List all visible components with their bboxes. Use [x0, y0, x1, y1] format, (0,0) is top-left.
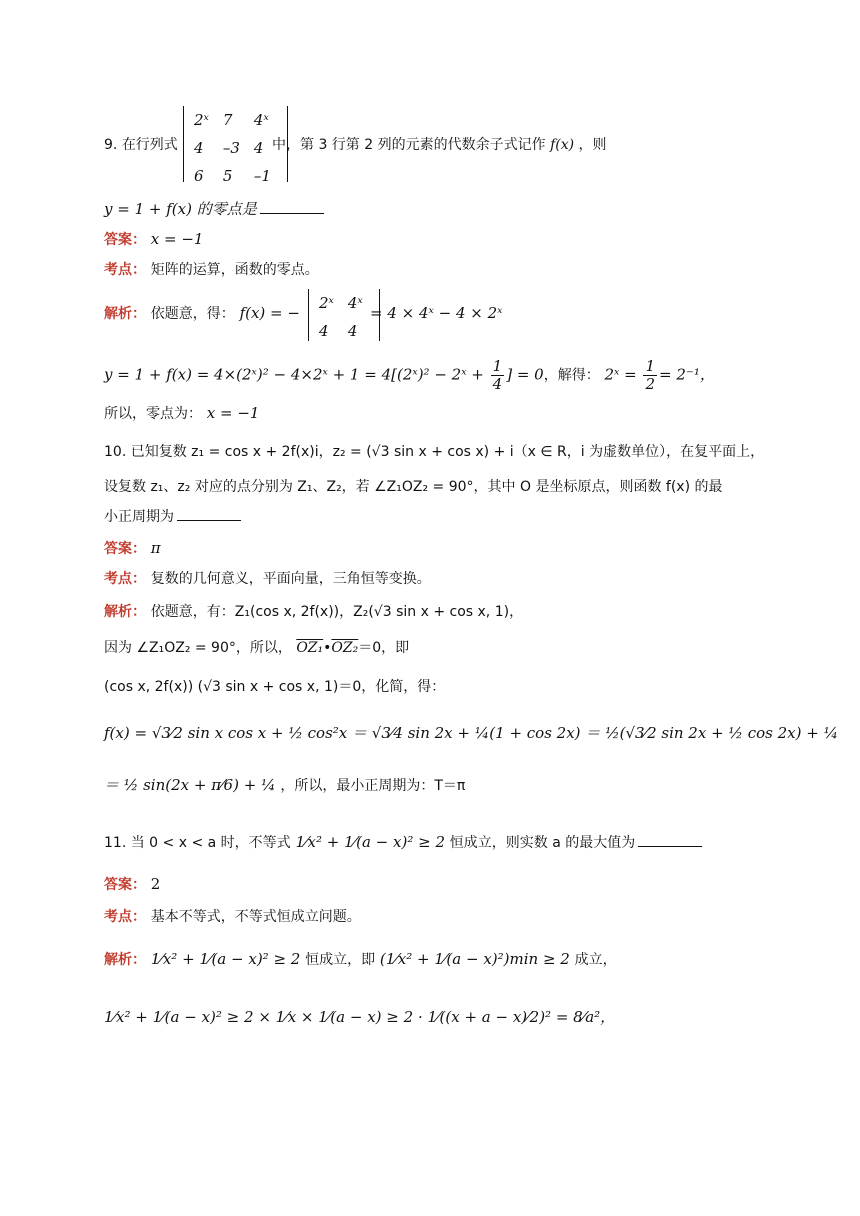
- det-cell: 4ˣ: [347, 294, 363, 312]
- jiexi-label: 解析：: [104, 952, 146, 968]
- answer-value: 2: [150, 875, 161, 893]
- jiexi-text: ，所以，最小正周期为：T＝π: [280, 778, 466, 794]
- q10-answer: [104, 537, 161, 560]
- jiexi-math: (1⁄x² + 1⁄(a − x)²)min ≥ 2: [379, 950, 570, 968]
- q9-line2: [104, 198, 324, 220]
- q10-jiexi3: (cos x, 2f(x)) (√3 sin x + cos x, 1)＝0，化简，得：: [104, 679, 446, 695]
- jiexi-math: 2ˣ =: [604, 365, 637, 384]
- q9-question-line2: y = 1 + f(x) 的零点是: [104, 200, 257, 218]
- q11-tail: 恒成立，则实数 a 的最大值为: [449, 835, 636, 851]
- jiexi-math: f(x) = −: [239, 304, 300, 322]
- det-cell: 4ˣ: [253, 111, 269, 129]
- jiexi-math: = 2⁻¹，: [659, 365, 715, 384]
- jiexi-text: 依题意，有：Z₁(cos x, 2f(x))，Z₂(√3 sin x + cos x, 1)，: [150, 604, 524, 620]
- jiexi-text: 所以，零点为：: [104, 406, 202, 422]
- fraction: [491, 358, 505, 393]
- kaodian-text: 复数的几何意义，平面向量，三角恒等变换。: [150, 571, 431, 587]
- q9-fx: f(x): [550, 137, 575, 153]
- jiexi-text: ，解得：: [543, 367, 600, 384]
- det-cell: –3: [222, 139, 240, 157]
- q10-kaodian: [104, 567, 431, 590]
- q9-answer: [104, 228, 203, 251]
- answer-blank: [260, 199, 324, 214]
- q11-line1: [104, 831, 702, 854]
- q10-line2: 设复数 z₁、z₂ 对应的点分别为 Z₁、Z₂，若 ∠Z₁OZ₂ = 90°，其中 O 是坐标原点，则函数 f(x) 的最: [104, 479, 723, 495]
- det-cell: 4: [253, 139, 264, 157]
- q9-jiexi1-post: = 4 × 4ˣ − 4 × 2ˣ: [370, 304, 503, 322]
- numerator: 1: [645, 357, 656, 375]
- q9-intro: 在行列式: [121, 137, 178, 153]
- q11-inequality: 1⁄x² + 1⁄(a − x)² ≥ 2: [295, 833, 445, 851]
- jiexi-math: 1⁄x² + 1⁄(a − x)² ≥ 2: [150, 950, 301, 968]
- denominator: 2: [645, 375, 656, 393]
- jiexi-math: y = 1 + f(x) = 4×(2ˣ)² − 4×2ˣ + 1 = 4[(2ˣ)² − 2ˣ +: [104, 365, 484, 384]
- q11-intro: 11. 当 0 < x < a 时，不等式: [104, 835, 291, 851]
- jiexi-math: x = −1: [206, 404, 260, 422]
- q10-jiexi2: [104, 637, 409, 659]
- q9-tail: 中，第 3 行第 2 列的元素的代数余子式记作: [272, 137, 546, 153]
- jiexi-label: 解析：: [104, 604, 146, 620]
- det-cell: 4: [194, 139, 204, 157]
- kaodian-text: 矩阵的运算，函数的零点。: [150, 262, 319, 278]
- q9-line1: [104, 134, 178, 156]
- det-cell: –1: [253, 167, 271, 185]
- q10-line3: [104, 506, 241, 528]
- answer-label: 答案：: [104, 541, 146, 557]
- q11-jiexi2: 1⁄x² + 1⁄(a − x)² ≥ 2 × 1⁄x × 1⁄(a − x) ≥ 2 · 1⁄((x + a − x)⁄2)² = 8⁄a²，: [104, 1008, 616, 1026]
- det-cell: 7: [222, 111, 233, 129]
- jiexi-math: ] = 0: [506, 365, 544, 384]
- jiexi-text: 因为 ∠Z₁OZ₂ = 90°，所以，: [104, 640, 292, 656]
- answer-value: π: [150, 539, 161, 557]
- answer-blank: [638, 832, 702, 847]
- jiexi-text: ＝0，即: [358, 640, 410, 656]
- q9-tail2: ，则: [578, 137, 607, 153]
- fraction: [643, 358, 657, 393]
- kaodian-text: 基本不等式，不等式恒成立问题。: [150, 909, 361, 925]
- q10-jiexi5: [104, 774, 465, 797]
- q9-kaodian: [104, 258, 319, 281]
- jiexi-text: 成立，: [574, 952, 617, 968]
- jiexi-text: 依题意，得：: [150, 306, 235, 322]
- q10-question-line3: 小正周期为: [104, 509, 174, 525]
- det-cell: 2ˣ: [194, 111, 209, 129]
- q11-jiexi1: [104, 948, 617, 971]
- det-cell: 6: [194, 167, 204, 185]
- vector-oz1: OZ₁: [296, 640, 324, 656]
- answer-blank: [177, 506, 241, 521]
- q9-jiexi2: [104, 358, 715, 393]
- vector-oz2: OZ₂: [331, 640, 359, 656]
- det-cell: 4: [347, 322, 358, 340]
- q11-kaodian: [104, 905, 361, 928]
- jiexi-label: 解析：: [104, 306, 146, 322]
- q9-jiexi3: [104, 402, 259, 425]
- q9-jiexi1: [104, 302, 300, 325]
- q10-jiexi1: [104, 600, 523, 623]
- answer-label: 答案：: [104, 877, 146, 893]
- det-cell: 2ˣ: [319, 294, 334, 312]
- q11-answer: [104, 873, 160, 896]
- q9-det2: [308, 289, 380, 341]
- jiexi-math: ＝ ½ sin(2x + π⁄6) + ¼: [104, 776, 276, 794]
- kaodian-label: 考点：: [104, 571, 146, 587]
- det-cell: 5: [222, 167, 233, 185]
- q10-line1: 10. 已知复数 z₁ = cos x + 2f(x)i，z₂ = (√3 sin x + cos x) + i（x ∈ R，i 为虚数单位），在复平面上，: [104, 444, 765, 460]
- det-cell: 4: [319, 322, 329, 340]
- dot-operator: •: [323, 640, 332, 656]
- question-number: 9.: [104, 137, 118, 153]
- answer-label: 答案：: [104, 232, 146, 248]
- kaodian-label: 考点：: [104, 262, 146, 278]
- jiexi-text: 恒成立，即: [305, 952, 376, 968]
- q10-jiexi4: f(x) = √3⁄2 sin x cos x + ½ cos²x ＝ √3⁄4 sin 2x + ¼(1 + cos 2x) ＝ ½(√3⁄2 sin 2x + ½ cos 2x) + ¼: [104, 724, 839, 742]
- answer-value: x = −1: [150, 230, 204, 248]
- numerator: 1: [492, 357, 503, 375]
- kaodian-label: 考点：: [104, 909, 146, 925]
- q9-line1-tail: [272, 134, 607, 156]
- denominator: 4: [492, 375, 503, 393]
